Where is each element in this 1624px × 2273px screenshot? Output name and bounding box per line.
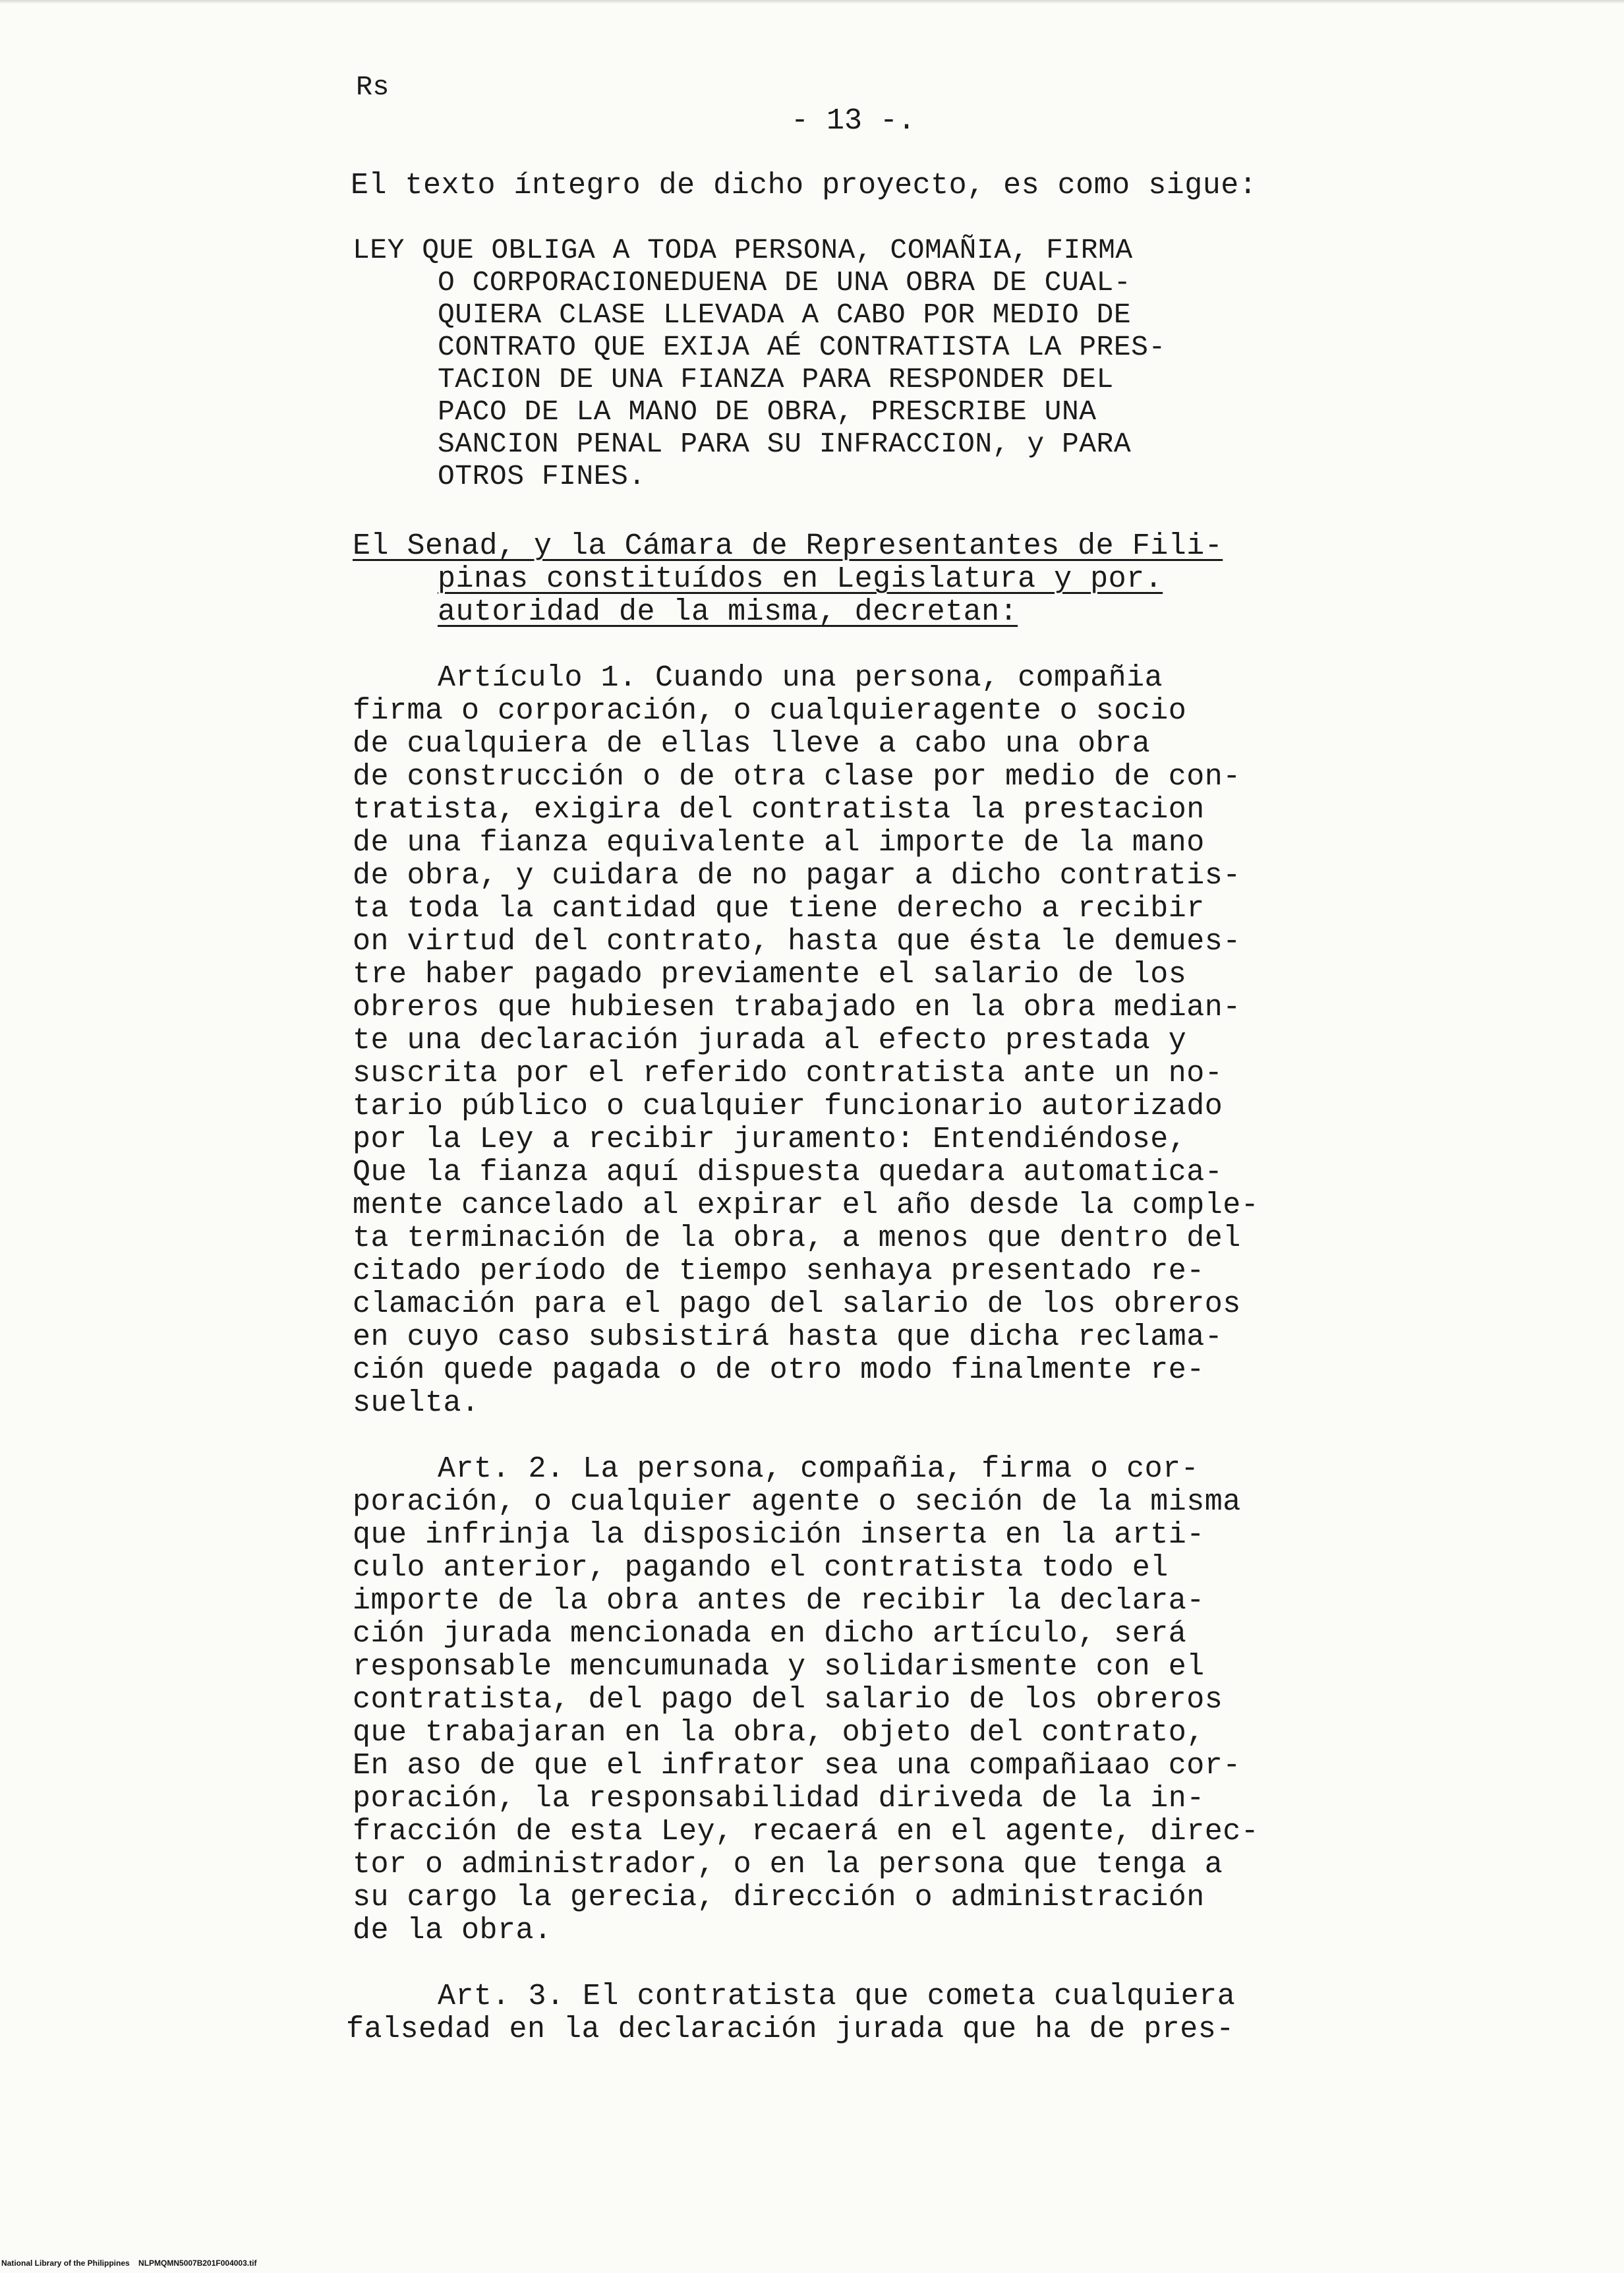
article-line: poración, o cualquier agente o seción de la misma [353, 1485, 1241, 1519]
page-number: - 13 -. [791, 104, 916, 138]
title-line: LEY QUE OBLIGA A TODA PERSONA, COMAÑIA, FIRMA [353, 234, 1133, 266]
article-line: tario público o cualquier funcionario autorizado [353, 1090, 1223, 1123]
title-line: TACION DE UNA FIANZA PARA RESPONDER DEL [438, 363, 1114, 396]
article-line: contratista, del pago del salario de los obreros [353, 1683, 1223, 1717]
article-line: que infrinja la disposición inserta en la arti- [353, 1518, 1205, 1552]
typist-initials: Rs [356, 71, 390, 103]
enacting-line: autoridad de la misma, decretan: [438, 595, 1018, 629]
title-line: OTROS FINES. [438, 460, 646, 492]
article-line: firma o corporación, o cualquieragente o socio [353, 694, 1187, 728]
title-line: PACO DE LA MANO DE OBRA, PRESCRIBE UNA [438, 396, 1097, 428]
article-line: citado período de tiempo senhaya presentado re- [353, 1255, 1205, 1288]
article-line: importe de la obra antes de recibir la declara- [353, 1584, 1205, 1618]
enacting-line: pinas constituídos en Legislatura y por. [438, 562, 1163, 596]
article-line: falsedad en la declaración jurada que ha de pres- [346, 2013, 1234, 2046]
article-line: on virtud del contrato, hasta que ésta le demues- [353, 925, 1241, 959]
article-line: clamación para el pago del salario de los obreros [353, 1287, 1241, 1321]
article-line: por la Ley a recibir juramento: Entendiéndose, [353, 1123, 1187, 1156]
article-line: de obra, y cuidara de no pagar a dicho contratis- [353, 859, 1241, 893]
article-line: que trabajaran en la obra, objeto del contrato, [353, 1716, 1205, 1750]
article-line: de construcción o de otra clase por medio de con- [353, 760, 1241, 794]
article-line: tre haber pagado previamente el salario de los [353, 958, 1187, 991]
article-line: ción quede pagada o de otro modo finalmente re- [353, 1353, 1205, 1387]
article-line: en cuyo caso subsistirá hasta que dicha reclama- [353, 1320, 1223, 1354]
article-line: suelta. [353, 1386, 480, 1420]
article-line: obreros que hubiesen trabajado en la obra median- [353, 991, 1241, 1024]
article-line: suscrita por el referido contratista ante un no- [353, 1057, 1223, 1090]
article-line: de una fianza equivalente al importe de la mano [353, 826, 1205, 860]
article-line: tor o administrador, o en la persona que tenga a [353, 1848, 1223, 1881]
article-line: ta terminación de la obra, a menos que dentro del [353, 1222, 1241, 1255]
article-line: te una declaración jurada al efecto prestada y [353, 1024, 1187, 1057]
article-line: responsable mencumunada y solidarismente con el [353, 1650, 1205, 1684]
intro-line: El texto íntegro de dicho proyecto, es como sigue: [351, 169, 1258, 202]
article-line: Artículo 1. Cuando una persona, compañia [438, 661, 1163, 695]
article-line: su cargo la gerecia, dirección o administración [353, 1881, 1205, 1914]
article-line: poración, la responsabilidad diriveda de la in- [353, 1782, 1205, 1815]
article-line: tratista, exigira del contratista la prestacion [353, 793, 1205, 827]
article-line: En aso de que el infrator sea una compañiaao cor- [353, 1749, 1241, 1783]
scan-edge [0, 0, 1624, 4]
title-line: CONTRATO QUE EXIJA AÉ CONTRATISTA LA PRES- [438, 331, 1166, 363]
enacting-line: El Senad, y la Cámara de Representantes de Fili- [353, 529, 1223, 563]
article-line: Que la fianza aquí dispuesta quedara automatica- [353, 1156, 1223, 1189]
title-line: QUIERA CLASE LLEVADA A CABO POR MEDIO DE [438, 299, 1132, 331]
article-line: culo anterior, pagando el contratista todo el [353, 1551, 1169, 1585]
archive-footer: National Library of the Philippines NLPMQMN5007B201F004003.tif [1, 2258, 257, 2268]
title-line: SANCION PENAL PARA SU INFRACCION, y PARA [438, 428, 1132, 460]
article-line: de cualquiera de ellas lleve a cabo una obra [353, 727, 1151, 761]
article-line: fracción de esta Ley, recaerá en el agente, direc- [353, 1815, 1260, 1848]
article-line: Art. 3. El contratista que cometa cualquiera [438, 1980, 1236, 2013]
title-line: O CORPORACIONEDUENA DE UNA OBRA DE CUAL- [438, 266, 1132, 299]
article-line: de la obra. [353, 1914, 552, 1947]
article-line: ta toda la cantidad que tiene derecho a recibir [353, 892, 1205, 926]
article-line: ción jurada mencionada en dicho artículo, será [353, 1617, 1187, 1651]
article-line: mente cancelado al expirar el año desde la comple- [353, 1189, 1260, 1222]
article-line: Art. 2. La persona, compañia, firma o cor- [438, 1452, 1200, 1486]
